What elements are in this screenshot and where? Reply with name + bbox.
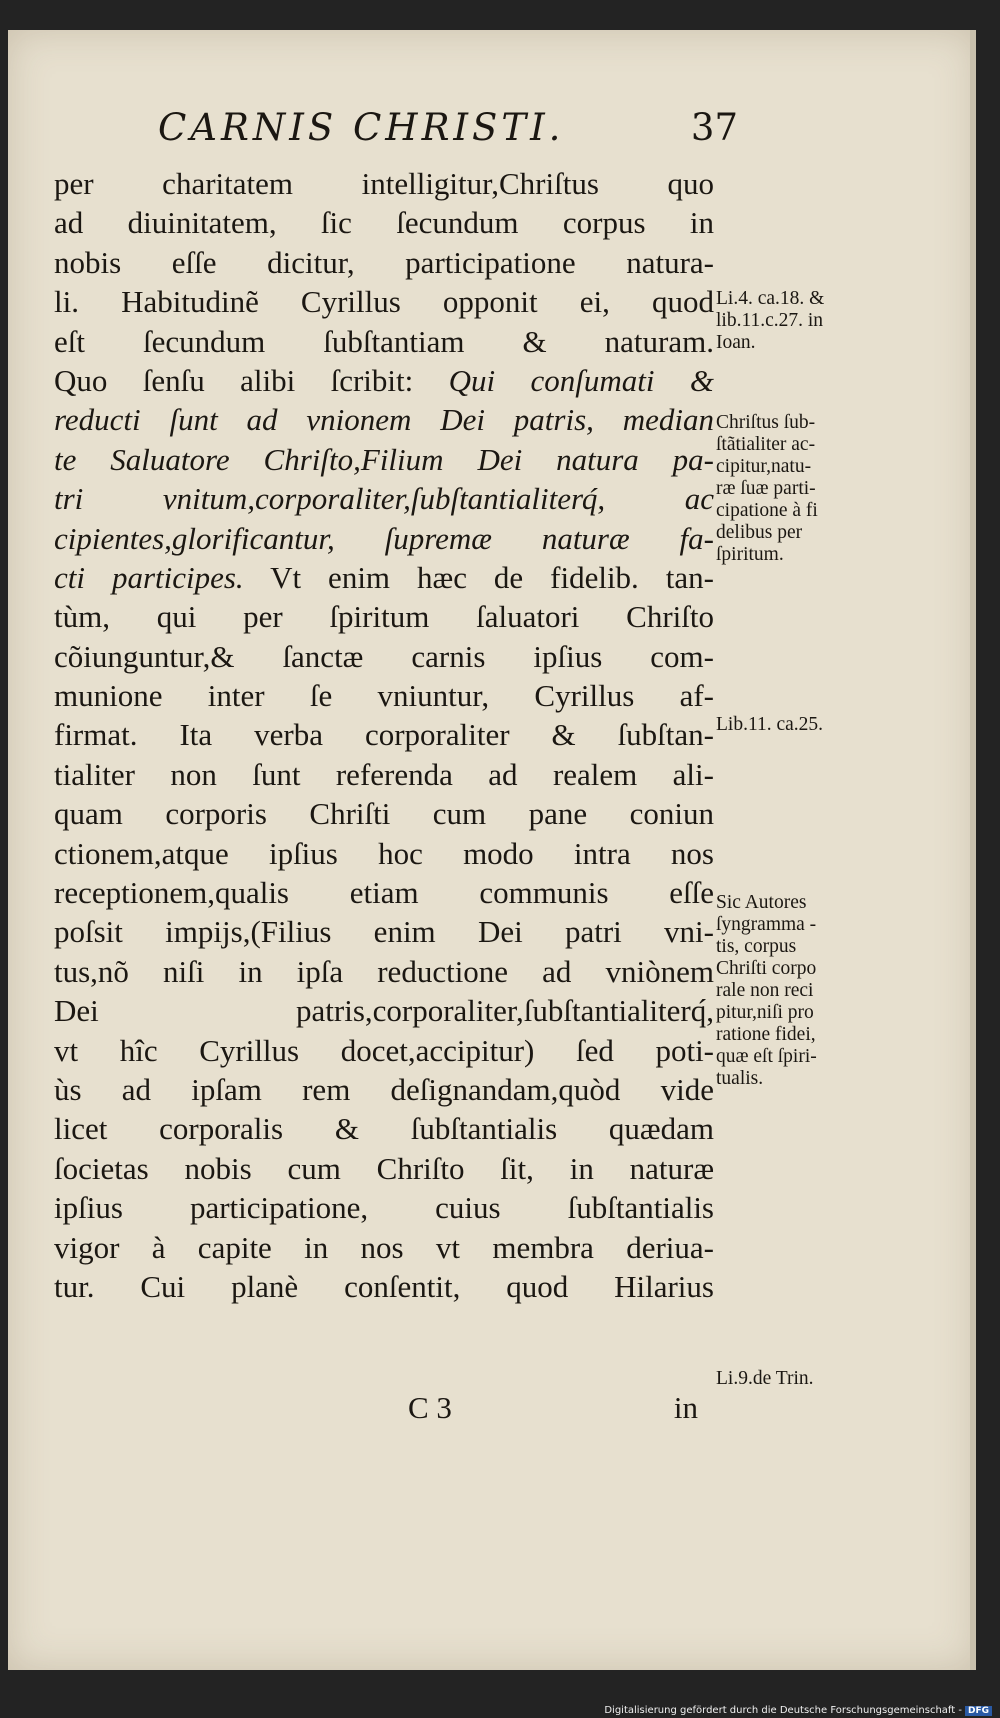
marginal-note-line: ſtãtialiter ac- — [716, 434, 816, 455]
text-segment: Vt enim hæc de fidelib. tan- — [243, 559, 714, 595]
text-line: ùs ad ipſam rem deſignandam,quòd vide — [54, 1071, 714, 1107]
dfg-logo: DFG — [965, 1706, 992, 1716]
text-line: tialiter non ſunt referenda ad realem ali- — [54, 756, 714, 792]
marginal-note-line: rale non reci — [716, 980, 814, 1001]
marginal-note-line: ſpiritum. — [716, 544, 784, 565]
catchword: in — [673, 1390, 698, 1425]
marginal-note-line: Li.9.de Trin. — [716, 1368, 814, 1389]
text-line: tur. Cui planè conſentit, quod Hilarius — [54, 1268, 714, 1304]
text-line: Dei patris,corporaliter,ſubſtantialiterq́, — [54, 993, 714, 1029]
marginal-note-line: pitur,niſi pro — [716, 1002, 814, 1023]
marginal-note-line: Li.4. ca.18. & — [716, 288, 825, 309]
page-footer — [408, 1390, 698, 1430]
marginal-note-line: Chriſti corpo — [716, 958, 817, 979]
marginal-note-line: quæ eſt ſpiri- — [716, 1046, 817, 1067]
page-header — [148, 100, 738, 170]
text-line: munione inter ſe vniuntur, Cyrillus af- — [54, 678, 714, 714]
text-line: cipientes,glorificantur, ſupremæ naturæ fa- — [54, 520, 714, 556]
text-line: vt hîc Cyrillus docet,accipitur) ſed poti- — [54, 1032, 714, 1068]
marginal-note-line: Lib.11. ca.25. — [716, 714, 824, 735]
marginal-note — [716, 1368, 896, 1390]
marginal-note-line: lib.11.c.27. in — [716, 310, 824, 331]
signature-mark: C 3 — [408, 1390, 452, 1425]
marginal-note-line: ræ ſuæ parti- — [716, 478, 816, 499]
marginal-note-line: cipitur,natu- — [716, 456, 812, 477]
marginal-note — [716, 892, 896, 1090]
quotation-segment: cti participes. — [54, 559, 244, 595]
page-edge — [970, 30, 976, 1670]
text-line: ctionem,atque ipſius hoc modo intra nos — [54, 835, 714, 871]
text-line: ſocietas nobis cum Chriſto ſit, in naturæ — [54, 1150, 714, 1186]
main-text-column — [54, 164, 714, 1306]
marginal-note-line: tis, corpus — [716, 936, 797, 957]
marginal-note-line: ſyngramma - — [716, 914, 817, 935]
text-line: receptionem,qualis etiam communis eſſe — [54, 875, 714, 911]
marginal-note-line: Sic Autores — [716, 892, 807, 913]
marginal-note-line: tualis. — [716, 1068, 764, 1089]
marginal-note — [716, 288, 896, 354]
digitization-credit — [604, 1705, 992, 1716]
text-line: ad diuinitatem, ſic ſecundum corpus in — [54, 205, 714, 241]
marginal-note-line: Ioan. — [716, 332, 756, 353]
marginal-note-line: Chriſtus ſub- — [716, 412, 816, 433]
text-line: vigor à capite in nos vt membra deriua- — [54, 1229, 714, 1265]
text-line: poſsit impijs,(Filius enim Dei patri vni- — [54, 914, 714, 950]
text-line — [54, 361, 714, 400]
text-line: firmat. Ita verba corporaliter & ſubſtan- — [54, 717, 714, 753]
marginal-note-line: cipatione à fi — [716, 500, 818, 521]
text-line: quam corporis Chriſti cum pane coniun — [54, 796, 714, 832]
credit-text: Digitalisierung gefördert durch die Deutsche Forschungsgemeinschaft - — [604, 1705, 962, 1716]
text-line: eſt ſecundum ſubſtantiam & naturam. — [54, 323, 714, 359]
running-head: CARNIS CHRISTI. — [158, 106, 565, 149]
page-number: 37 — [690, 106, 738, 149]
text-line: ipſius participatione, cuius ſubſtantialis — [54, 1190, 714, 1226]
text-line: tri vnitum,corporaliter,ſubſtantialiterq́, ac — [54, 481, 714, 517]
text-line: tùm, qui per ſpiritum ſaluatori Chriſto — [54, 599, 714, 635]
quotation-segment: Qui conſumati & — [448, 362, 714, 398]
marginal-note-line: delibus per — [716, 522, 803, 543]
text-line: tus,nõ niſi in ipſa reductione ad vniònem — [54, 953, 714, 989]
marginal-note — [716, 412, 896, 566]
text-segment: Quo ſenſu alibi ſcribit: — [54, 362, 449, 398]
text-line: li. Habitudinẽ Cyrillus opponit ei, quod — [54, 284, 714, 320]
text-line: per charitatem intelligitur,Chriſtus quo — [54, 166, 714, 201]
text-line: reducti ſunt ad vnionem Dei patris, median — [54, 402, 714, 438]
marginal-note-line: ratione fidei, — [716, 1024, 816, 1045]
text-line: licet corporalis & ſubſtantialis quædam — [54, 1111, 714, 1147]
text-line — [54, 558, 714, 597]
text-line: nobis eſſe dicitur, participatione natura- — [54, 244, 714, 280]
text-line: cõiunguntur,& ſanctæ carnis ipſius com- — [54, 638, 714, 674]
text-line: te Saluatore Chriſto,Filium Dei natura pa- — [54, 441, 714, 477]
marginal-note — [716, 714, 896, 736]
book-page — [8, 30, 976, 1670]
